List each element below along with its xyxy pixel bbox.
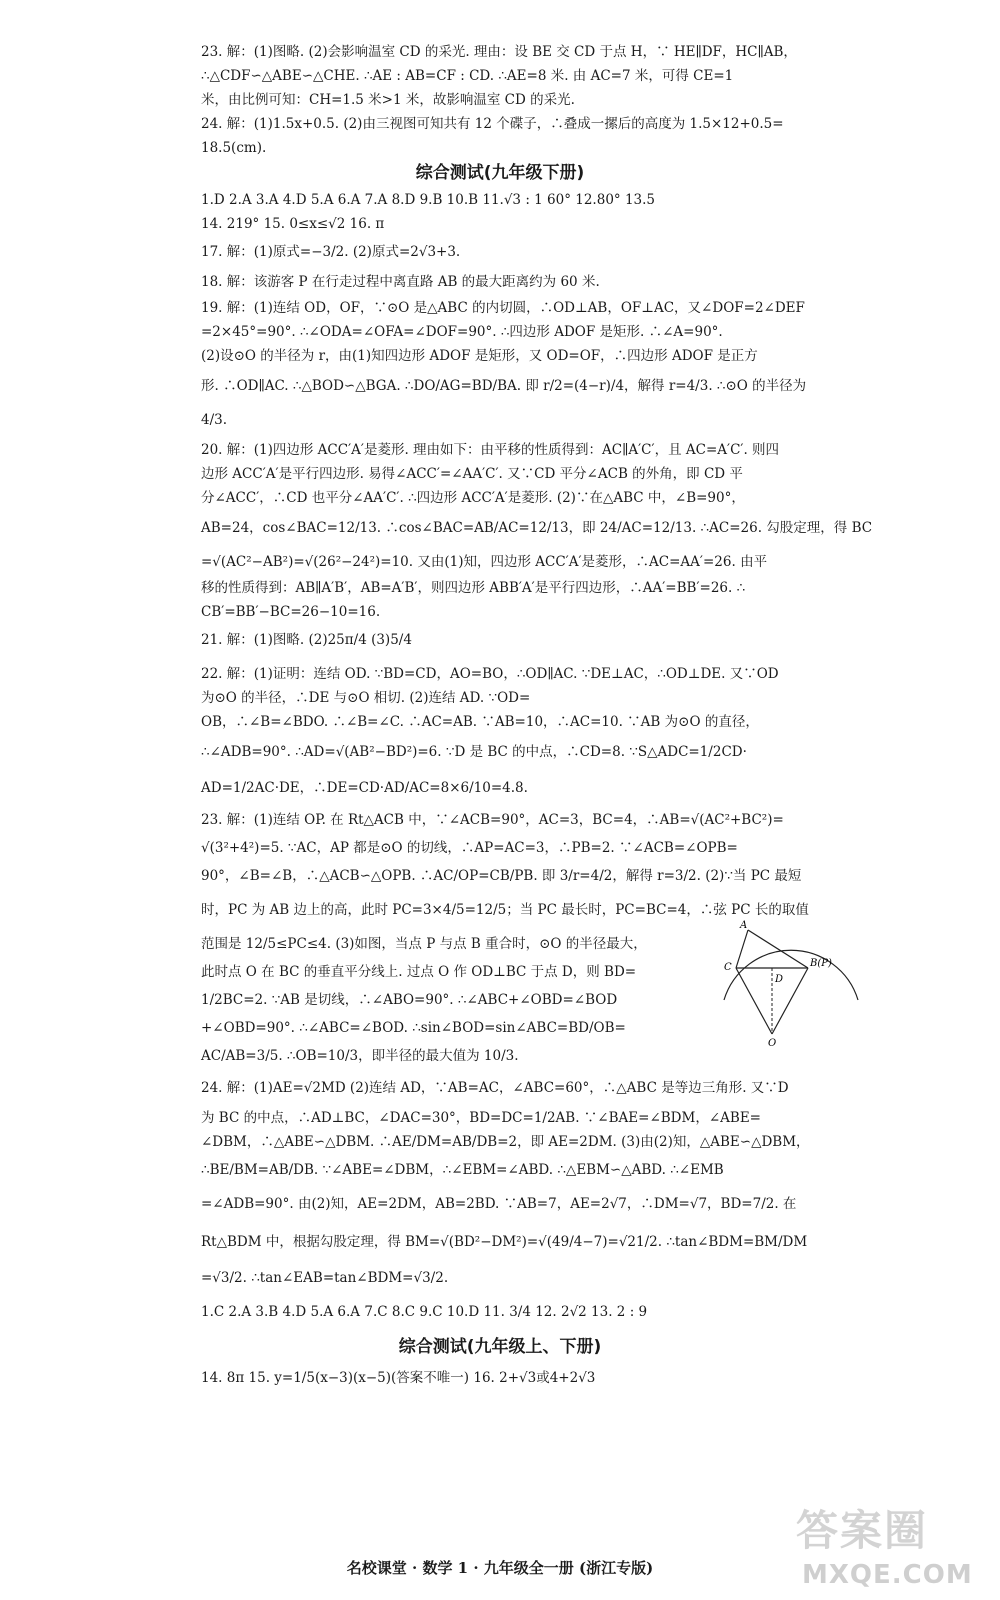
text-line: Rt△BDM 中，根据勾股定理，得 BM=√(BD²−DM²)=√(49/4−7)=√21/2. ∴tan∠BDM=BM/DM [201,1234,808,1250]
text-line: 边形 ACC′A′是平行四边形. 易得∠ACC′=∠AA′C′. 又∵CD 平分∠ACB 的外角，即 CD 平 [201,466,743,482]
tangent-circle-figure [716,920,866,1050]
text-line: OB，∴∠B=∠BDO. ∴∠B=∠C. ∴AC=AB. ∵AB=10，∴AC=10. ∵AB 为⊙O 的直径， [201,714,759,730]
text-line: 90°，∠B=∠B，∴△ACB∽△OPB. ∴AC/OP=CB/PB. 即 3/r=4/2，解得 r=3/2. (2)∵当 PC 最短 [201,868,802,884]
text-line: 19. 解：(1)连结 OD，OF，∵⊙O 是△ABC 的内切圆，∴OD⊥AB，OF⊥AC，又∠DOF=2∠DEF [201,300,805,316]
text-line: 形. ∴OD∥AC. ∴△BOD∽△BGA. ∴DO/AG=BD/BA. 即 r/2=(4−r)/4，解得 r=4/3. ∴⊙O 的半径为 [201,378,807,394]
segment-ac [736,930,748,968]
text-line: 17. 解：(1)原式=−3/2. (2)原式=2√3+3. [201,244,461,260]
text-line: =∠ADB=90°. 由(2)知，AE=2DM，AB=2BD. ∵AB=7，AE=2√7，∴DM=√7，BD=7/2. 在 [201,1196,797,1212]
text-line: 23. 解：(1)连结 OP. 在 Rt△ACB 中，∵∠ACB=90°，AC=3，BC=4，∴AB=√(AC²+BC²)= [201,812,784,828]
text-line: =2×45°=90°. ∴∠ODA=∠OFA=∠DOF=90°. ∴四边形 ADOF 是矩形. ∴∠A=90°. [201,324,723,340]
text-line: ∴BE/BM=AB/DB. ∵∠ABE=∠DBM，∴∠EBM=∠ABD. ∴△EBM∽△ABD. ∴∠EMB [201,1162,724,1178]
text-line: 1.C 2.A 3.B 4.D 5.A 6.A 7.C 8.C 9.C 10.D 11. 3/4 12. 2√2 13. 2 : 9 [201,1304,648,1320]
text-line: 为⊙O 的半径，∴DE 与⊙O 相切. (2)连结 AD. ∵OD= [201,690,531,706]
text-line: 23. 解：(1)图略. (2)会影响温室 CD 的采光. 理由：设 BE 交 CD 于点 H，∵ HE∥DF，HC∥AB， [201,44,797,60]
text-line: (2)设⊙O 的半径为 r，由(1)知四边形 ADOF 是矩形，又 OD=OF，∴四边形 ADOF 是正方 [201,348,758,364]
site-watermark [796,1498,986,1598]
figure-label: O [768,1038,777,1049]
text-line: 米，由比例可知：CH=1.5 米>1 米，故影响温室 CD 的采光. [201,92,575,108]
text-line: =√(AC²−AB²)=√(26²−24²)=10. 又由(1)知，四边形 ACC′A′是菱形，∴AC=AA′=26. 由平 [201,554,768,570]
text-line: CB′=BB′−BC=26−10=16. [201,604,381,620]
text-line: 分∠ACC′，∴CD 也平分∠AA′C′. ∴四边形 ACC′A′是菱形. (2)∵在△ABC 中，∠B=90°， [201,490,745,506]
figure-label: B(P) [810,958,832,969]
text-line: AC/AB=3/5. ∴OB=10/3，即半径的最大值为 10/3. [201,1048,519,1064]
text-line: 14. 8π 15. y=1/5(x−3)(x−5)(答案不唯一) 16. 2+√3或4+2√3 [201,1370,596,1386]
text-line: 4/3. [201,412,228,428]
text-line: 时，PC 为 AB 边上的高，此时 PC=3×4/5=12/5；当 PC 最长时，PC=BC=4，∴弦 PC 长的取值 [201,902,809,918]
watermark-logo: 答案圈 [796,1506,929,1555]
text-line: 18.5(cm). [201,140,267,156]
text-line: 1.D 2.A 3.A 4.D 5.A 6.A 7.A 8.D 9.B 10.B 11.√3 : 1 60° 12.80° 13.5 [201,192,656,208]
text-line: 24. 解：(1)1.5x+0.5. (2)由三视图可知共有 12 个碟子，∴叠成一摞后的高度为 1.5×12+0.5= [201,116,784,132]
segment-ab [748,930,808,968]
page-footer: 名校课堂 · 数学 1 · 九年级全一册 (浙江专版) [346,1559,654,1577]
text-line: 20. 解：(1)四边形 ACC′A′是菱形. 理由如下：由平移的性质得到：AC∥A′C′，且 AC=A′C′. 则四 [201,442,780,458]
text-line: 移的性质得到：AB∥A′B′，AB=A′B′，则四边形 ABB′A′是平行四边形，∴AA′=BB′=26. ∴ [201,580,746,596]
text-line: 为 BC 的中点，∴AD⊥BC，∠DAC=30°，BD=DC=1/2AB. ∵∠BAE=∠BDM，∠ABE= [201,1110,761,1126]
text-line: 18. 解：该游客 P 在行走过程中离直路 AB 的最大距离约为 60 米. [201,274,600,290]
text-line: 21. 解：(1)图略. (2)25π/4 (3)5/4 [201,632,412,648]
segment-co [736,968,772,1034]
figure-label: A [740,920,748,931]
watermark-url: MXQE.COM [802,1560,973,1590]
text-line: 24. 解：(1)AE=√2MD (2)连结 AD，∵AB=AC，∠ABC=60°，∴△ABC 是等边三角形. 又∵D [201,1080,789,1096]
text-line: ∴△CDF∽△ABE∽△CHE. ∴AE : AB=CF : CD. ∴AE=8 米. 由 AC=7 米，可得 CE=1 [201,68,734,84]
section-heading: 综合测试(九年级下册) [415,163,585,183]
figure-label: C [724,962,732,973]
text-line: √(3²+4²)=5. ∵AC，AP 都是⊙O 的切线，∴AP=AC=3，∴PB=2. ∵∠ACB=∠OPB= [201,840,738,856]
text-line: =√3/2. ∴tan∠EAB=tan∠BDM=√3/2. [201,1270,449,1286]
text-line: ∠DBM，∴△ABE∽△DBM. ∴AE/DM=AB/DB=2，即 AE=2DM. (3)由(2)知，△ABE∽△DBM， [201,1134,810,1150]
text-line: AB=24，cos∠BAC=12/13. ∴cos∠BAC=AB/AC=12/13，即 24/AC=12/13. ∴AC=26. 勾股定理，得 BC [201,520,873,536]
section-heading: 综合测试(九年级上、下册) [398,1337,602,1357]
text-line: ∴∠ADB=90°. ∴AD=√(AB²−BD²)=6. ∵D 是 BC 的中点，∴CD=8. ∵S△ADC=1/2CD· [201,744,747,760]
text-line: 此时点 O 在 BC 的垂直平分线上. 过点 O 作 OD⊥BC 于点 D，则 BD= [201,964,637,980]
text-line: AD=1/2AC·DE，∴DE=CD·AD/AC=8×6/10=4.8. [201,780,528,796]
text-line: 范围是 12/5≤PC≤4. (3)如图，当点 P 与点 B 重合时，⊙O 的半径最大， [201,936,647,952]
text-line: 1/2BC=2. ∵AB 是切线，∴∠ABO=90°. ∴∠ABC+∠OBD=∠BOD [201,992,618,1008]
figure-label: D [775,974,784,985]
text-line: +∠OBD=90°. ∴∠ABC=∠BOD. ∴sin∠BOD=sin∠ABC=BD/OB= [201,1020,626,1036]
text-line: 14. 219° 15. 0≤x≤√2 16. π [201,216,385,232]
text-line: 22. 解：(1)证明：连结 OD. ∵BD=CD，AO=BO，∴OD∥AC. ∵DE⊥AC，∴OD⊥DE. 又∵OD [201,666,779,682]
